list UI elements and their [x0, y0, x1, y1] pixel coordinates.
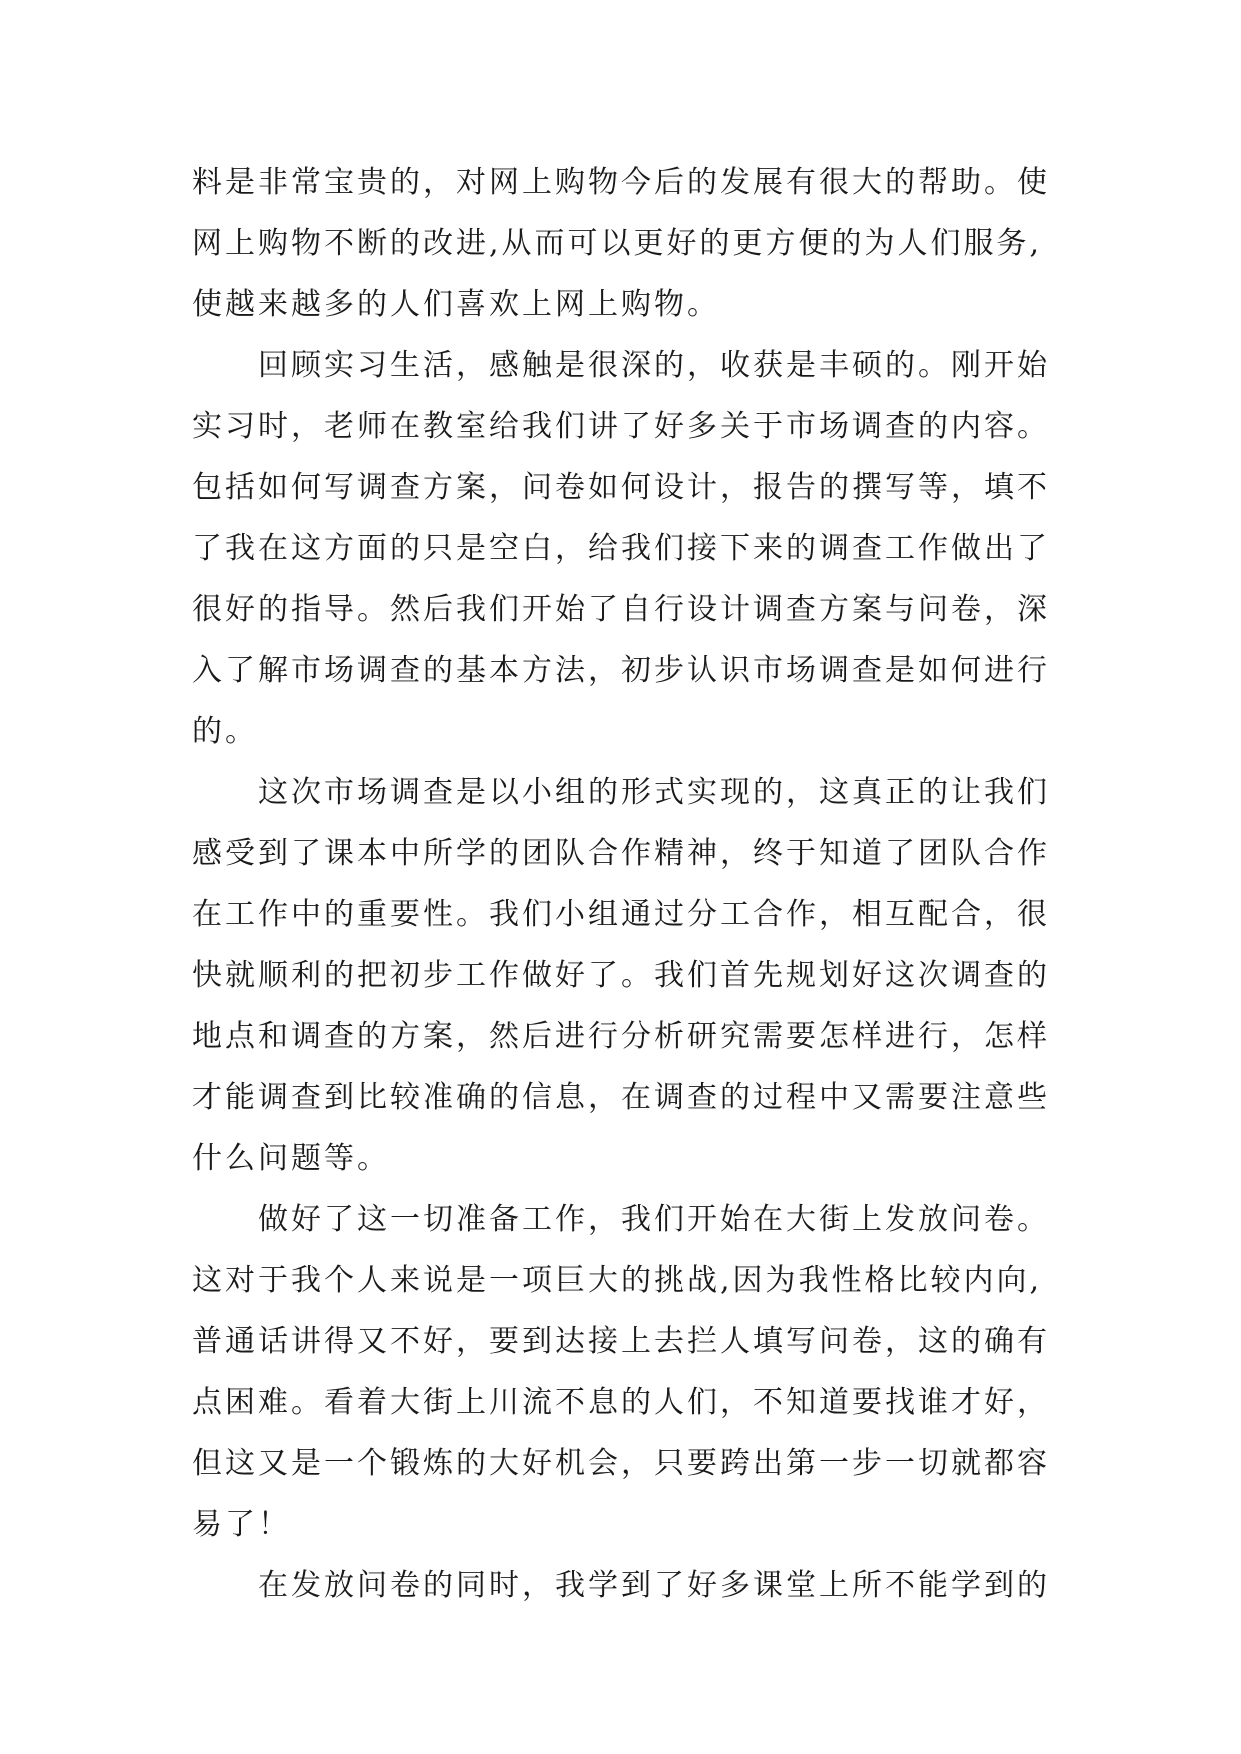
text-line: 感受到了课本中所学的团队合作精神，终于知道了团队合作 — [192, 836, 1050, 871]
text-line: 实习时，老师在教室给我们讲了好多关于市场调查的内容。 — [192, 409, 1050, 444]
text-line: 快就顺利的把初步工作做好了。我们首先规划好这次调查的 — [192, 958, 1050, 993]
text-line: 但这又是一个锻炼的大好机会，只要跨出第一步一切就都容 — [192, 1446, 1050, 1481]
paragraph-first-line: 在发放问卷的同时，我学到了好多课堂上所不能学到的 — [258, 1568, 1050, 1603]
text-line: 这对于我个人来说是一项巨大的挑战,因为我性格比较内向, — [192, 1263, 1043, 1298]
paragraph-first-line: 回顾实习生活，感触是很深的，收获是丰硕的。刚开始 — [258, 348, 1050, 383]
text-line: 很好的指导。然后我们开始了自行设计调查方案与问卷，深 — [192, 592, 1050, 627]
text-line: 在工作中的重要性。我们小组通过分工合作，相互配合，很 — [192, 897, 1050, 932]
text-line: 点困难。看着大街上川流不息的人们，不知道要找谁才好， — [192, 1385, 1050, 1420]
text-line: 网上购物不断的改进,从而可以更好的更方便的为人们服务, — [192, 226, 1043, 261]
text-line: 入了解市场调查的基本方法，初步认识市场调查是如何进行 — [192, 653, 1050, 688]
text-line: 才能调查到比较准确的信息，在调查的过程中又需要注意些 — [192, 1080, 1050, 1115]
paragraph-first-line: 做好了这一切准备工作，我们开始在大街上发放问卷。 — [258, 1202, 1050, 1237]
text-line: 什么问题等。 — [192, 1141, 390, 1176]
text-line: 易了！ — [192, 1507, 291, 1542]
text-line: 包括如何写调查方案，问卷如何设计，报告的撰写等，填不 — [192, 470, 1050, 505]
text-line: 地点和调查的方案，然后进行分析研究需要怎样进行，怎样 — [192, 1019, 1050, 1054]
text-line: 的。 — [192, 714, 258, 749]
text-line: 普通话讲得又不好，要到达接上去拦人填写问卷，这的确有 — [192, 1324, 1050, 1359]
text-line: 了我在这方面的只是空白，给我们接下来的调查工作做出了 — [192, 531, 1050, 566]
paragraph-first-line: 这次市场调查是以小组的形式实现的，这真正的让我们 — [258, 775, 1050, 810]
text-line: 料是非常宝贵的，对网上购物今后的发展有很大的帮助。使 — [192, 165, 1050, 200]
text-line: 使越来越多的人们喜欢上网上购物。 — [192, 287, 720, 322]
document-body — [192, 152, 1092, 1616]
